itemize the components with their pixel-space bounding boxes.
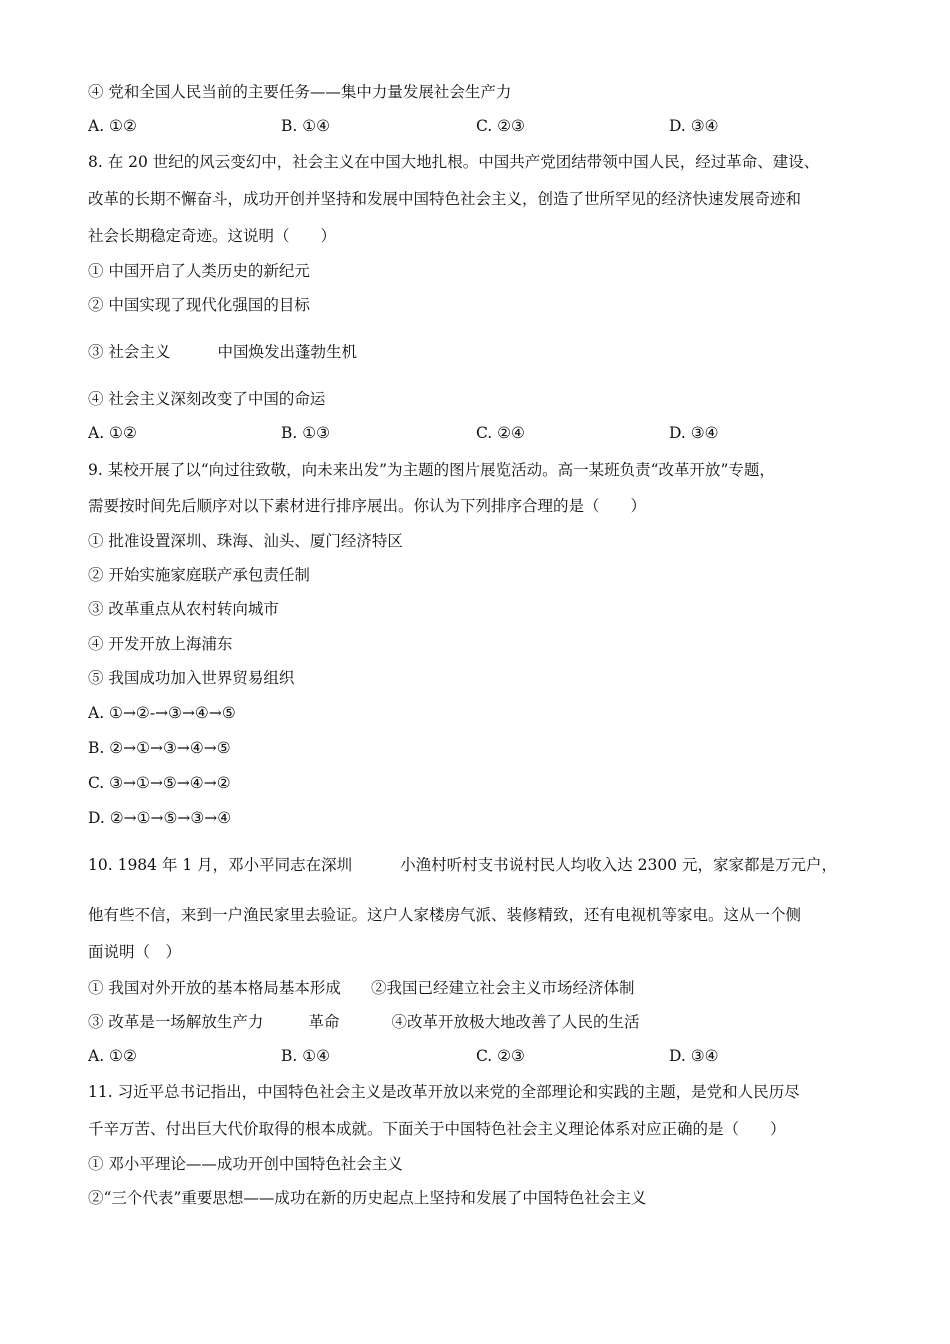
q8-stem-line-2: 改革的长期不懈奋斗，成功开创并坚持和发展中国特色社会主义，创造了世所罕见的经济快速发展奇迹和 [88, 190, 802, 208]
q9-stem-line-1: 9. 某校开展了以“向过往致敬，向未来出发”为主题的图片展览活动。高一某班负责“改革开放”专题， [88, 461, 775, 479]
q10-item-1: ① 我国对外开放的基本格局基本形成 [88, 979, 341, 997]
q10-stem-line-1-part-1: 10. 1984 年 1 月，邓小平同志在深圳 [88, 856, 353, 874]
q7-option-b: B. ①④ [281, 117, 331, 135]
q7-option-a: A. ①② [88, 117, 137, 135]
q9-option-c: C. ③→①→⑤→④→② [88, 774, 231, 792]
q9-item-2: ② 开始实施家庭联产承包责任制 [88, 566, 310, 584]
q10-stem-line-1-part-2: 小渔村听村支书说村民人均收入达 2300 元，家家都是万元户， [400, 856, 837, 874]
q7-option-d: D. ③④ [669, 117, 719, 135]
q9-item-3: ③ 改革重点从农村转向城市 [88, 600, 279, 618]
q7-item-4: ④ 党和全国人民当前的主要任务——集中力量发展社会生产力 [88, 83, 512, 101]
q9-item-4: ④ 开发开放上海浦东 [88, 635, 233, 653]
q11-stem-line-1: 11. 习近平总书记指出，中国特色社会主义是改革开放以来党的全部理论和实践的主题，是党和人民历尽 [88, 1083, 800, 1101]
q10-option-c: C. ②③ [476, 1047, 525, 1065]
q9-item-5: ⑤ 我国成功加入世界贸易组织 [88, 669, 295, 687]
q11-item-2: ②“三个代表”重要思想——成功在新的历史起点上坚持和发展了中国特色社会主义 [88, 1189, 647, 1207]
q9-option-d: D. ②→①→⑤→③→④ [88, 809, 232, 827]
q9-option-a: A. ①→②-→③→④→⑤ [88, 704, 236, 722]
q11-item-1: ① 邓小平理论——成功开创中国特色社会主义 [88, 1155, 403, 1173]
q8-option-b: B. ①③ [281, 424, 331, 442]
q8-stem-line-1: 8. 在 20 世纪的风云变幻中，社会主义在中国大地扎根。中国共产党团结带领中国人民，经过革命、建设、 [88, 153, 820, 171]
q9-stem-line-2: 需要按时间先后顺序对以下素材进行排序展出。你认为下列排序合理的是（ ） [88, 497, 647, 515]
q8-option-d: D. ③④ [669, 424, 719, 442]
q10-option-b: B. ①④ [281, 1047, 331, 1065]
q10-item-2: ②我国已经建立社会主义市场经济体制 [370, 979, 635, 997]
q8-item-1: ① 中国开启了人类历史的新纪元 [88, 262, 310, 280]
q8-item-4: ④ 社会主义深刻改变了中国的命运 [88, 390, 326, 408]
q10-item-row-1 [88, 978, 634, 998]
q10-option-d: D. ③④ [669, 1047, 719, 1065]
q11-stem-line-2: 千辛万苦、付出巨大代价取得的根本成就。下面关于中国特色社会主义理论体系对应正确的是（ ） [88, 1120, 786, 1138]
q10-item-4: ④改革开放极大地改善了人民的生活 [391, 1013, 640, 1031]
q8-item-3-part-2: 中国焕发出蓬勃生机 [217, 343, 357, 361]
q10-stem-line-1 [88, 855, 837, 875]
q8-item-2: ② 中国实现了现代化强国的目标 [88, 296, 310, 314]
q10-item-3-part-1: ③ 改革是一场解放生产力 [88, 1013, 264, 1031]
q8-option-a: A. ①② [88, 424, 137, 442]
q10-stem-line-2: 他有些不信，来到一户渔民家里去验证。这户人家楼房气派、装修精致，还有电视机等家电。这从一个侧 [88, 906, 802, 924]
q9-item-1: ① 批准设置深圳、珠海、汕头、厦门经济特区 [88, 532, 403, 550]
q8-item-3-part-1: ③ 社会主义 [88, 343, 171, 361]
q10-item-row-2 [88, 1012, 639, 1032]
q7-option-c: C. ②③ [476, 117, 525, 135]
q9-option-b: B. ②→①→③→④→⑤ [88, 739, 231, 757]
q8-item-3 [88, 342, 357, 362]
q10-item-3-part-2: 革命 [308, 1013, 340, 1031]
q8-stem-line-3: 社会长期稳定奇迹。这说明（ ） [88, 227, 337, 245]
q10-stem-line-3: 面说明（ ） [88, 943, 182, 961]
q8-option-c: C. ②④ [476, 424, 525, 442]
q10-option-a: A. ①② [88, 1047, 137, 1065]
